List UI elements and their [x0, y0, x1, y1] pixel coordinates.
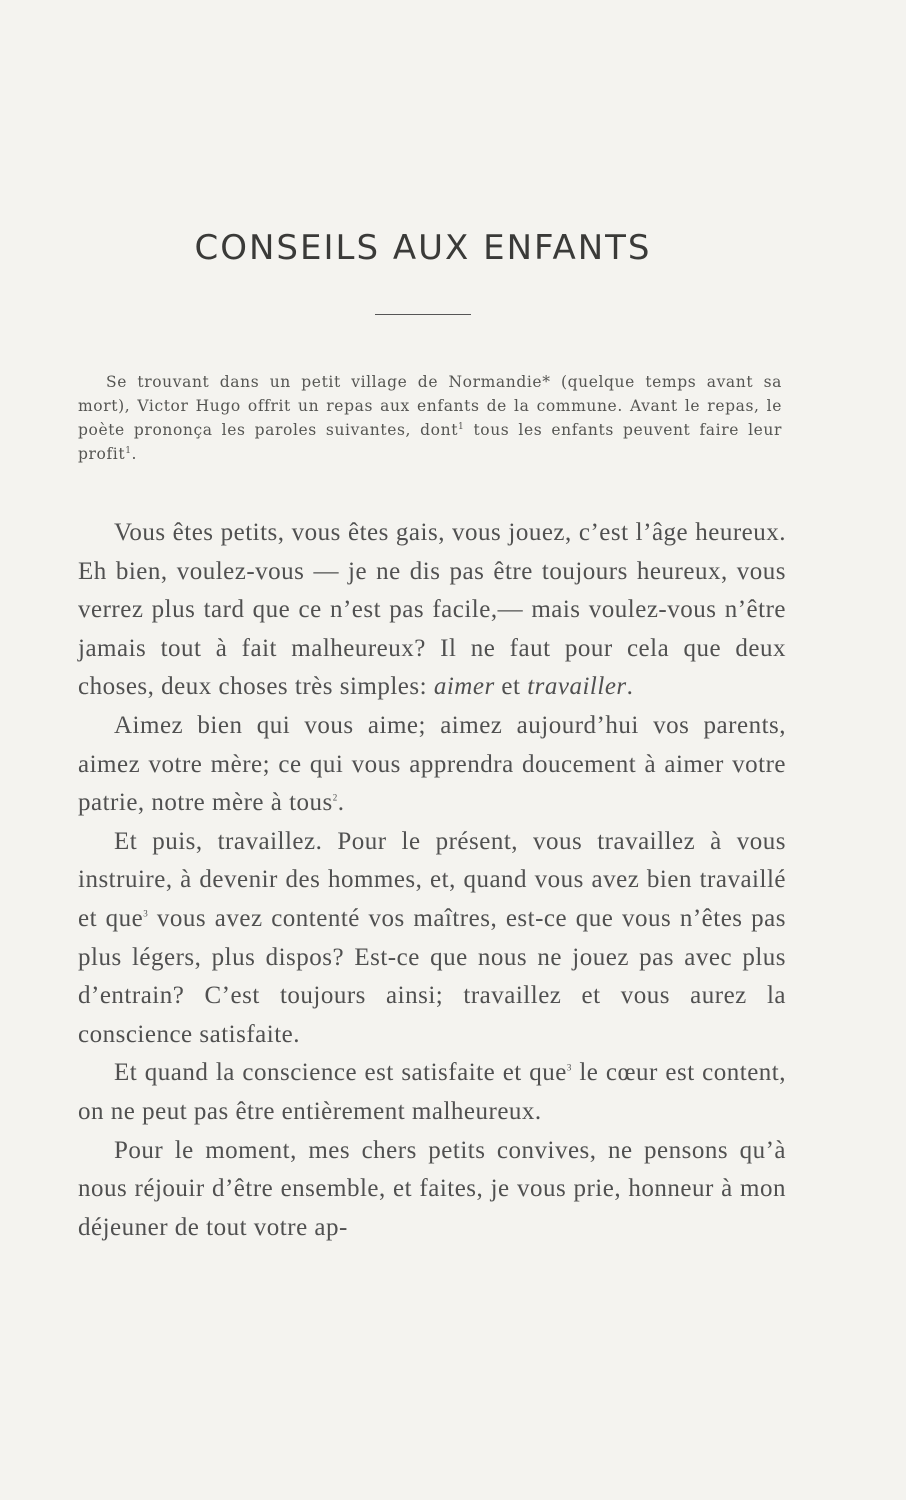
emphasis-aimer: aimer [433, 673, 495, 701]
emphasis-travailler: travailler [527, 673, 627, 701]
paragraph-text: Et puis, travaillez. Pour le présent, vous travaillez à vous instruire, à devenir des hommes, et, quand vous avez bien travaillé et que [78, 827, 786, 932]
paragraph-3 [78, 823, 786, 1055]
paragraph-text: Aimez bien qui vous aime; aimez aujourd’hui vos parents, aimez votre mère; ce qui vous apprendra doucement à aimer votre patrie, notre mère à tous [78, 711, 786, 817]
paragraph-5 [78, 1132, 786, 1248]
footnote-ref: 3 [566, 1062, 572, 1073]
paragraph-text: . [337, 789, 345, 817]
paragraph-text: Vous êtes petits, vous êtes gais, vous jouez, c’est l’âge heureux. Eh bien, voulez-vous — je ne dis pas être toujours heureux, vous verrez plus tard que ce n’est pas facile,— mais voulez-vous n’être jamais tout à fait malheureux? Il ne faut pour cela que deux choses, deux choses très simples: [78, 519, 786, 701]
paragraph-text: Pour le moment, mes chers petits convives, ne pensons qu’à nous réjouir d’être ensemble, et faites, je vous prie, honneur à mon déjeuner de tout votre ap- [78, 1136, 786, 1241]
body-text [78, 514, 786, 1247]
footnote-ref: 1 [125, 445, 132, 456]
title-divider [375, 314, 471, 315]
intro-paragraph [78, 370, 782, 466]
paragraph-text: Et quand la conscience est satisfaite et que [114, 1059, 567, 1087]
intro-text-b: tous les enfants peuvent faire leur profit [78, 421, 782, 463]
intro-text-end: . [131, 445, 138, 463]
chapter-title: CONSEILS AUX ENFANTS [194, 228, 652, 268]
paragraph-text: vous avez contenté vos maîtres, est-ce que vous n’êtes pas plus légers, plus dispos? Est-ce que nous ne jouez pas avec plus d’entrain? C’est toujours ainsi; travaillez et vous aurez la conscience satisfaite. [78, 904, 786, 1048]
paragraph-2 [78, 707, 786, 823]
footnote-ref: 3 [143, 908, 149, 919]
footnote-ref: 2 [332, 792, 338, 803]
paragraph-4 [78, 1054, 786, 1131]
paragraph-text: et [494, 673, 528, 701]
paragraph-text: le cœur est content, on ne peut pas être entièrement malheureux. [78, 1059, 787, 1125]
paragraph-text: . [626, 673, 634, 701]
paragraph-1 [78, 514, 786, 707]
footnote-ref: 1 [458, 421, 465, 432]
intro-text-a: Se trouvant dans un petit village de Normandie* (quelque temps avant sa mort), Victor Hugo offrit un repas aux enfants de la commune. Avant le repas, le poète prononça les paroles suivantes, dont [78, 373, 782, 439]
